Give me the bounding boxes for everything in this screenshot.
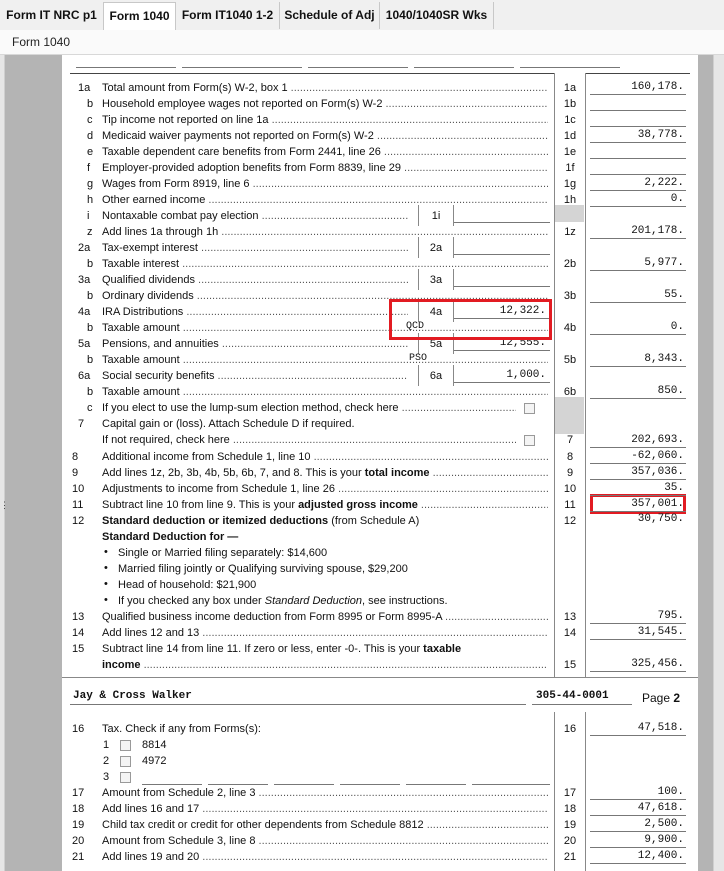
line-value[interactable]: 0.	[670, 321, 684, 333]
page-label: Page	[642, 691, 674, 705]
line-value[interactable]: 160,178.	[631, 81, 684, 93]
line-14-value[interactable]: 31,545.	[637, 626, 684, 638]
line-number: 20	[72, 835, 85, 847]
line-label: Ordinary dividends .....	[102, 290, 548, 302]
line-number: e	[87, 146, 94, 158]
form-4972-checkbox[interactable]	[120, 756, 131, 767]
line11-bold: adjusted gross income	[298, 499, 418, 511]
line-value[interactable]: 850.	[657, 385, 684, 397]
line-12-label: (from Schedule A)	[328, 515, 420, 527]
line-7-label2: If not required, check here .....	[102, 434, 516, 446]
line-value[interactable]: 2,500.	[644, 818, 684, 830]
line-number: d	[87, 130, 94, 142]
line-value[interactable]: 47,618.	[637, 802, 684, 814]
line10-label	[102, 483, 548, 495]
std-item-bullet: •	[104, 562, 108, 574]
line-code: 17	[563, 787, 577, 799]
section-divider	[70, 73, 690, 74]
line-label: Other earned income .....	[102, 194, 548, 206]
line-underline	[590, 158, 686, 159]
line-underline	[590, 174, 686, 175]
line-value[interactable]: 5,977.	[644, 257, 684, 269]
line-15-value[interactable]: 325,456.	[631, 658, 684, 670]
line-underline	[590, 799, 686, 800]
line-underline	[590, 366, 686, 367]
line-7-value[interactable]: 202,693.	[631, 434, 684, 446]
line-7-underline	[590, 447, 686, 448]
line-label: Tip income not reported on line 1a .....	[102, 114, 548, 126]
line-12-code: 12	[563, 515, 577, 527]
form-option-number: 1	[103, 739, 110, 751]
other-form-field[interactable]	[142, 784, 202, 785]
line-code: 1g	[563, 178, 577, 190]
line-value[interactable]: 201,178.	[631, 225, 684, 237]
line-underline	[590, 126, 686, 127]
lump-sum-checkbox[interactable]	[524, 403, 535, 414]
line-underline	[590, 270, 686, 271]
line-underline	[590, 302, 686, 303]
line-14-underline	[590, 639, 686, 640]
line-code: 21	[563, 851, 577, 863]
line8-text: Additional income from Schedule 1, line 10	[102, 451, 311, 463]
line8-label	[102, 451, 548, 463]
line9-number: 9	[72, 467, 79, 479]
line-15-underline	[590, 671, 686, 672]
form-subheader	[0, 30, 724, 55]
line-label: Social security benefits .....	[102, 370, 408, 382]
line11-number: 11	[72, 499, 84, 511]
tab-schedule-of-adj[interactable]: Schedule of Adj	[280, 2, 380, 29]
line-value[interactable]: 9,900.	[644, 834, 684, 846]
line-number: h	[87, 194, 94, 206]
line-number: g	[87, 178, 94, 190]
mid-code: 1i	[431, 210, 441, 222]
mid-underline	[454, 286, 550, 287]
line-7-number: 7	[78, 418, 85, 430]
line-underline	[590, 334, 686, 335]
line-13-number: 13	[72, 611, 85, 623]
line-15-bold-taxable: taxable	[423, 643, 462, 655]
line-16-underline	[590, 735, 686, 736]
line9-code: 9	[566, 467, 574, 479]
line-12-bold: Standard deduction or itemized deductions	[102, 515, 329, 527]
line11-text: Subtract line 10 from line 9. This is your	[102, 499, 299, 511]
line-6c-number: c	[87, 402, 93, 414]
top-field-underline	[182, 67, 302, 68]
line-code: 1c	[564, 114, 576, 126]
line-number: b	[87, 322, 94, 334]
line8-number: 8	[72, 451, 79, 463]
line-number: 18	[72, 803, 85, 815]
line-label: Child tax credit or credit for other dependents from Schedule 8812 .....	[102, 819, 548, 831]
splitter-grip-icon: ⋮	[0, 500, 9, 510]
line-code: 1f	[565, 162, 575, 174]
vertical-scrollbar[interactable]	[713, 55, 724, 871]
line-label: Wages from Form 8919, line 6 .....	[102, 178, 548, 190]
mid-code: 2a	[429, 242, 443, 254]
highlight-box-ira	[389, 299, 552, 340]
line-value[interactable]: 12,400.	[637, 850, 684, 862]
line-underline	[590, 110, 686, 111]
shaded-cell	[555, 397, 584, 434]
std-item-bullet: •	[104, 546, 108, 558]
line-value[interactable]: 100.	[657, 786, 684, 798]
form-option-number: 3	[103, 771, 110, 783]
line-code: 4b	[563, 322, 577, 334]
line-number: 21	[72, 851, 85, 863]
line11-value[interactable]: 357,001.	[631, 498, 684, 510]
line-underline	[590, 142, 686, 143]
line-code: 20	[563, 835, 577, 847]
line-code: 19	[563, 819, 577, 831]
line10-number: 10	[72, 483, 85, 495]
line11-code: 11	[564, 499, 576, 511]
line-13-label: Qualified business income deduction from Form 8995 or Form 8995-A .....	[102, 611, 548, 623]
name-underline	[70, 704, 526, 705]
top-field-underline	[76, 67, 176, 68]
form-option-label: 8814	[142, 739, 167, 751]
line-14-label: Add lines 12 and 13 .....	[102, 627, 548, 639]
line-number: 4a	[78, 306, 91, 318]
mid-underline	[454, 350, 550, 351]
other-form-field[interactable]	[340, 784, 400, 785]
line-label: Tax-exempt interest .....	[102, 242, 408, 254]
line8-code: 8	[566, 451, 574, 463]
form-title: Form 1040	[12, 35, 71, 49]
other-form-field[interactable]	[274, 784, 334, 785]
mid-code: 4a	[429, 306, 443, 318]
line9-label	[102, 467, 548, 479]
top-field-underline	[308, 67, 408, 68]
std-item-bullet: •	[104, 578, 108, 590]
line-number: i	[87, 210, 90, 222]
line-number: 5a	[78, 338, 91, 350]
mid-code: 5a	[429, 338, 443, 350]
line-code: 6b	[563, 386, 577, 398]
line-16-number: 16	[72, 723, 85, 735]
line-label: Amount from Schedule 3, line 8 .....	[102, 835, 548, 847]
line-value[interactable]: 8,343.	[644, 353, 684, 365]
line-code: 3b	[563, 290, 577, 302]
line-underline	[590, 398, 686, 399]
line-value[interactable]: 38,778.	[637, 129, 684, 141]
page-separator	[62, 677, 698, 678]
line-number: z	[87, 226, 93, 238]
page-number: 2	[673, 691, 681, 705]
form-option-label: 4972	[142, 755, 167, 767]
line-code: 1d	[563, 130, 577, 142]
line11-label	[102, 499, 548, 511]
mid-code: 6a	[429, 370, 443, 382]
line-value[interactable]: 2,222.	[644, 177, 684, 189]
line-label: Taxable interest .....	[102, 258, 548, 270]
line-code: 1h	[563, 194, 577, 206]
line-underline	[590, 190, 686, 191]
line-label: Total amount from Form(s) W-2, box 1 .....	[102, 82, 548, 94]
line-label: Taxable amount .....	[102, 386, 548, 398]
line-value[interactable]: 0.	[670, 193, 684, 205]
std-item-bullet: •	[104, 594, 108, 606]
line-16-label: Tax	[102, 723, 120, 735]
mid-underline	[454, 222, 550, 223]
line-value[interactable]: 55.	[664, 289, 684, 301]
line-label: Add lines 19 and 20 .....	[102, 851, 548, 863]
mid-underline	[454, 382, 550, 383]
other-form-field[interactable]	[208, 784, 268, 785]
line-14-code: 14	[563, 627, 577, 639]
line-underline	[590, 206, 686, 207]
mid-code: 3a	[429, 274, 443, 286]
line-code: 5b	[563, 354, 577, 366]
line10-text: Adjustments to income from Schedule 1, line 26	[102, 483, 335, 495]
line-code: 1a	[563, 82, 577, 94]
line-label: Household employee wages not reported on Form(s) W-2 .....	[102, 98, 548, 110]
tab-form-it1040[interactable]: Form IT1040 1-2	[176, 2, 280, 29]
line9-bold: total income	[364, 467, 430, 479]
line-7-code: 7	[566, 434, 574, 446]
line-12-number: 12	[72, 515, 85, 527]
line-underline	[590, 863, 686, 864]
line-number: 3a	[78, 274, 91, 286]
form-8814-checkbox[interactable]	[120, 740, 131, 751]
mid-value[interactable]: 1,000.	[506, 369, 546, 381]
line-label: Nontaxable combat pay election .....	[102, 210, 408, 222]
line-code: 2b	[563, 258, 577, 270]
line11-underline	[590, 511, 686, 512]
line-label: Add lines 16 and 17 .....	[102, 803, 548, 815]
line-label: Employer-provided adoption benefits from Form 8839, line 29 .....	[102, 162, 548, 174]
std-item-hoh: Head of household: $21,900	[118, 579, 257, 591]
line-underline	[590, 238, 686, 239]
line10-value[interactable]: 35.	[664, 482, 684, 494]
tab-form-it-nrc-p1[interactable]: Form IT NRC p1	[0, 2, 104, 29]
line-label: Taxable amount .....	[102, 354, 548, 366]
other-form-field[interactable]	[472, 784, 550, 785]
line-label: IRA Distributions .....	[102, 306, 408, 318]
line-underline	[590, 831, 686, 832]
line-underline	[590, 94, 686, 95]
line-code: 1z	[564, 226, 576, 238]
line-number: 17	[72, 787, 85, 799]
line-label: Taxable dependent care benefits from Form 2441, line 26 .....	[102, 146, 548, 158]
line-label: Qualified dividends .....	[102, 274, 408, 286]
line-14-number: 14	[72, 627, 85, 639]
pso-note: PSO	[409, 353, 428, 364]
capital-gain-checkbox[interactable]	[524, 435, 535, 446]
mid-value[interactable]: 12,322.	[499, 305, 546, 317]
line-code: 18	[563, 803, 577, 815]
mid-underline	[454, 254, 550, 255]
line-number: b	[87, 290, 94, 302]
top-field-underline	[520, 67, 620, 68]
line9-value[interactable]: 357,036.	[631, 466, 684, 478]
taxpayer-name: Jay & Cross Walker	[73, 690, 192, 702]
line9-underline	[590, 479, 686, 480]
std-item-mfj: Married filing jointly or Qualifying surviving spouse, $29,200	[118, 563, 408, 575]
line-16-value[interactable]: 47,518.	[637, 722, 684, 734]
line-16-label-rest: . Check if any from Forms(s):	[119, 723, 261, 735]
std-deduction-title: Standard Deduction for —	[102, 531, 239, 543]
line10-underline	[590, 495, 686, 496]
line-number: b	[87, 98, 94, 110]
other-form-field[interactable]	[406, 784, 466, 785]
line-12-value[interactable]: 30,750.	[637, 513, 684, 525]
top-field-underline	[414, 67, 514, 68]
form-other-checkbox[interactable]	[120, 772, 131, 783]
line-number: 2a	[78, 242, 91, 254]
form-page	[62, 55, 698, 871]
tab-form-1040[interactable]: Form 1040	[103, 2, 176, 31]
line-number: c	[87, 114, 93, 126]
line-underline	[590, 815, 686, 816]
line-number: b	[87, 354, 94, 366]
qcd-note: QCD	[406, 321, 425, 332]
taxpayer-ssn: 305-44-0001	[536, 690, 609, 702]
line-code: 1b	[563, 98, 577, 110]
tab-bar	[0, 0, 724, 31]
ssn-underline	[532, 704, 632, 705]
line8-value[interactable]: -62,060.	[631, 450, 684, 462]
line-label: Pensions, and annuities .....	[102, 338, 408, 350]
line-label: Add lines 1a through 1h .....	[102, 226, 548, 238]
line-15-label: Subtract line 14 from line 11. If zero or less, enter -0-. This is your	[102, 643, 424, 655]
line-number: 1a	[78, 82, 91, 94]
line-label: Medicaid waiver payments not reported on Form(s) W-2 .....	[102, 130, 548, 142]
line-code: 1e	[563, 146, 577, 158]
mid-value[interactable]: 12,555.	[499, 337, 546, 349]
line-label: Taxable amount .....	[102, 322, 548, 334]
line-15-code: 15	[563, 659, 577, 671]
shaded-cell	[555, 205, 584, 222]
line-15-number: 15	[72, 643, 85, 655]
line9-text: Add lines 1z, 2b, 3b, 4b, 5b, 6b, 7, and 8. This is your	[102, 467, 365, 479]
std-item-single: Single or Married filing separately: $14,600	[118, 547, 328, 559]
line8-underline	[590, 463, 686, 464]
line-15-bold-income: income	[102, 659, 141, 671]
line-7-label: Capital gain or (loss). Attach Schedule D if required.	[102, 418, 355, 430]
line-number: f	[87, 162, 91, 174]
line10-code: 10	[563, 483, 577, 495]
line-underline	[590, 847, 686, 848]
line-13-code: 13	[563, 611, 577, 623]
line-number: 19	[72, 819, 85, 831]
line-13-underline	[590, 623, 686, 624]
line-6c-label: If you elect to use the lump-sum election method, check here .....	[102, 402, 516, 414]
line-13-value[interactable]: 795.	[657, 610, 684, 622]
line-label: Amount from Schedule 2, line 3 .....	[102, 787, 548, 799]
line-16-code: 16	[563, 723, 577, 735]
left-splitter[interactable]	[0, 55, 9, 871]
line-number: b	[87, 386, 94, 398]
tab-1040-wks[interactable]: 1040/1040SR Wks	[380, 2, 494, 29]
form-option-number: 2	[103, 755, 110, 767]
line-number: 6a	[78, 370, 91, 382]
std-item-checked: If you checked any box under Standard Deduction, see instructions.	[118, 595, 448, 607]
line-number: b	[87, 258, 94, 270]
